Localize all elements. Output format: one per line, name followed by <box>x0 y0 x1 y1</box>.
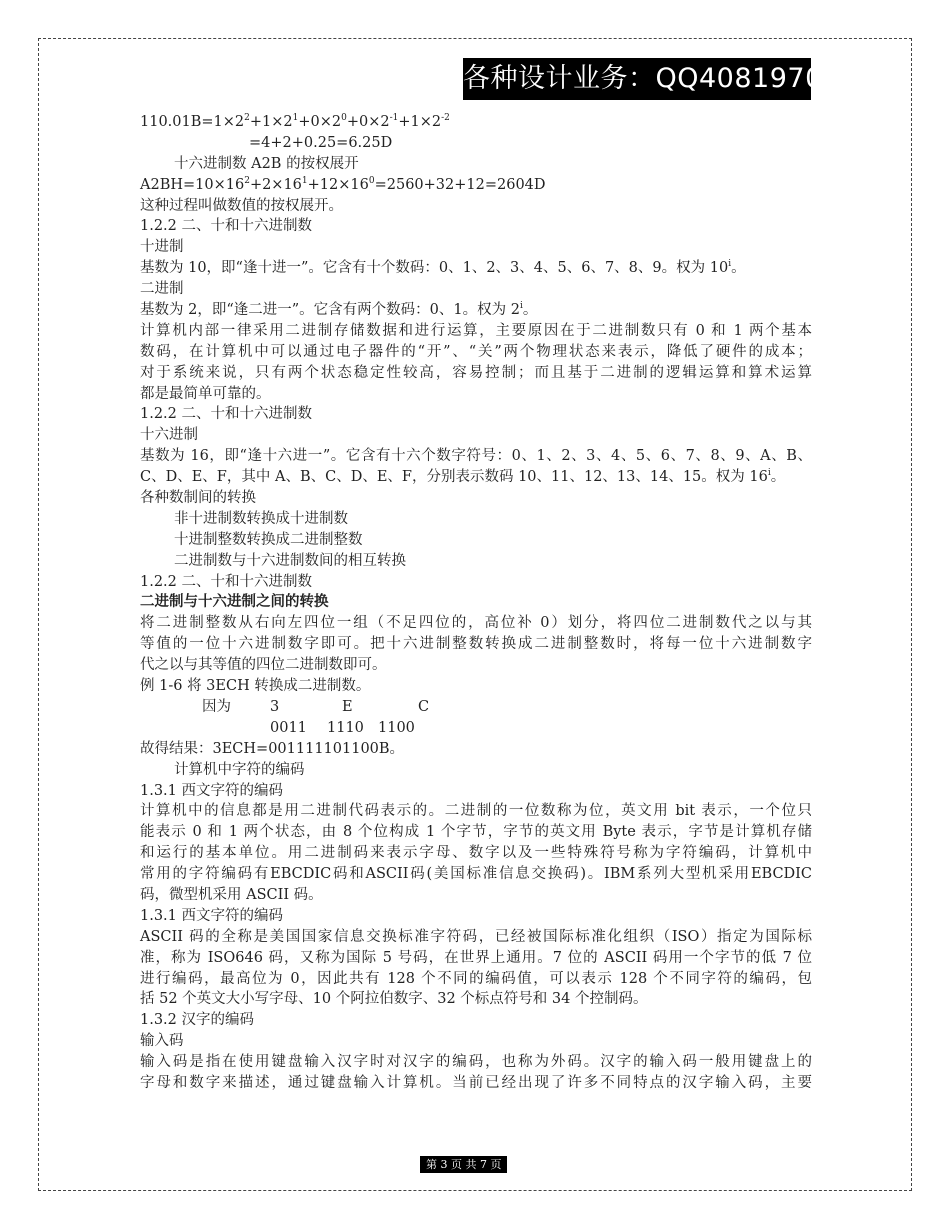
subheading: 输入码 <box>140 1033 184 1050</box>
example-line: 例 1-6 将 3ECH 转换成二进制数。 <box>140 678 371 695</box>
text-line: 都是最简单可靠的。 <box>140 385 271 402</box>
subheading: 十六进制 <box>140 427 198 444</box>
text-line: 计算机中的信息都是用二进制代码表示的。二进制的一位数称为位，英文用 bit 表示，一个位只 <box>140 803 812 820</box>
list-item: 十进制整数转换成二进制整数 <box>174 531 363 548</box>
section-heading: 1.2.2 二、十和十六进制数 <box>140 218 313 235</box>
text-line: ASCII 码的全称是美国国家信息交换标准字符码，已经被国际标准化组织（ISO）指定为国际标 <box>140 928 812 945</box>
section-heading: 1.2.2 二、十和十六进制数 <box>140 573 313 590</box>
ad-banner: 各种设计业务：QQ408197081 <box>463 58 811 100</box>
text-line: =4+2+0.25=6.25D <box>249 134 393 151</box>
section-heading: 1.3.1 西文字符的编码 <box>140 907 284 924</box>
text-line: 十六进制数 A2B 的按权展开 <box>174 155 359 172</box>
text-line: 对于系统来说，只有两个状态稳定性较高，容易控制；而且基于二进制的逻辑运算和算术运算 <box>140 364 812 381</box>
text-line: 故得结果：3ECH=001111101100B。 <box>140 740 405 757</box>
text-line: C、D、E、F，其中 A、B、C、D、E、F，分别表示数码 10、11、12、13、14、15。权为 16$^i$。 <box>140 468 786 486</box>
example-cell: 因为 <box>202 698 231 715</box>
text-line: $110.01B=1\times 2^2+1\times 2^1+0\times 2^0+0\times 2^{-1}+1\times 2^{-2}$ <box>140 113 450 130</box>
text-line: 代之以与其等值的四位二进制数即可。 <box>140 657 387 674</box>
example-cell: 0011 <box>270 719 307 736</box>
text-line: 和运行的基本单位。用二进制码来表示字母、数字以及一些特殊符号称为字符编码，计算机中 <box>140 845 812 862</box>
text-line: $A2BH=10\times 16^2+2\times 16^1+12\times 16^0=2560+32+12=2604D$ <box>140 175 546 193</box>
example-cell: 3 <box>270 698 280 715</box>
subheading: 各种数制间的转换 <box>140 490 256 507</box>
text-line: 将二进制整数从右向左四位一组（不足四位的，高位补 0）划分，将四位二进制数代之以与其 <box>140 615 812 632</box>
section-heading: 1.3.2 汉字的编码 <box>140 1012 255 1029</box>
text-line: 能表示 0 和 1 两个状态，由 8 个位构成 1 个字节，字节的英文用 Byte 表示，字节是计算机存储 <box>140 824 812 841</box>
example-cell: C <box>418 698 430 715</box>
text-line: 基数为 16，即“逢十六进一”。它含有十六个数字符号：0、1、2、3、4、5、6、7、8、9、A、B、 <box>140 448 812 465</box>
example-cell: 1110 <box>327 719 364 736</box>
section-heading: 1.3.1 西文字符的编码 <box>140 782 284 799</box>
example-cell: E <box>342 698 353 715</box>
text-line: 进行编码，最高位为 0，因此共有 128 个不同的编码值，可以表示 128 个不同字符的编码，包 <box>140 970 812 987</box>
example-row <box>140 697 812 718</box>
subheading: 十进制 <box>140 239 184 256</box>
document-body <box>140 112 812 1094</box>
text-line: 括 52 个英文大小写字母、10 个阿拉伯数字、32 个标点符号和 34 个控制码。 <box>140 991 648 1008</box>
page-number: 第 3 页 共 7 页 <box>420 1156 507 1173</box>
example-row <box>140 718 812 739</box>
text-line: 准，称为 ISO646 码，又称为国际 5 号码，在世界上通用。7 位的 ASCII 码用一个字节的低 7 位 <box>140 949 812 966</box>
text-line: 基数为 2，即“逢二进一”。它含有两个数码：0、1。权为 2$^i$。 <box>140 301 538 319</box>
subheading: 计算机中字符的编码 <box>174 761 305 778</box>
text-line: 基数为 10，即“逢十进一”。它含有十个数码：0、1、2、3、4、5、6、7、8、9。权为 10$^i$。 <box>140 259 746 277</box>
text-line: 码，微型机采用 ASCII 码。 <box>140 886 323 903</box>
list-item: 非十进制数转换成十进制数 <box>174 510 348 527</box>
example-cell: 1100 <box>378 719 415 736</box>
text-line: 数码，在计算机中可以通过电子器件的“开”、“关”两个物理状态来表示，降低了硬件的成本； <box>140 343 812 360</box>
list-item: 二进制数与十六进制数间的相互转换 <box>174 552 406 569</box>
subheading: 二进制 <box>140 281 184 298</box>
text-line: 这种过程叫做数值的按权展开。 <box>140 197 343 214</box>
text-line: 计算机内部一律采用二进制存储数据和进行运算，主要原因在于二进制数只有 0 和 1 两个基本 <box>140 322 812 339</box>
text-line: 输入码是指在使用键盘输入汉字时对汉字的编码，也称为外码。汉字的输入码一般用键盘上的 <box>140 1054 812 1071</box>
text-line: 字母和数字来描述，通过键盘输入计算机。当前已经出现了许多不同特点的汉字输入码，主要 <box>140 1074 812 1091</box>
text-line: 等值的一位十六进制数字即可。把十六进制整数转换成二进制整数时，将每一位十六进制数字 <box>140 636 812 653</box>
section-heading: 1.2.2 二、十和十六进制数 <box>140 406 313 423</box>
bold-heading: 二进制与十六进制之间的转换 <box>140 593 329 611</box>
text-line: 常用的字符编码有EBCDIC码和ASCII码(美国标准信息交换码)。IBM系列大型机采用EBCDIC <box>140 866 812 883</box>
